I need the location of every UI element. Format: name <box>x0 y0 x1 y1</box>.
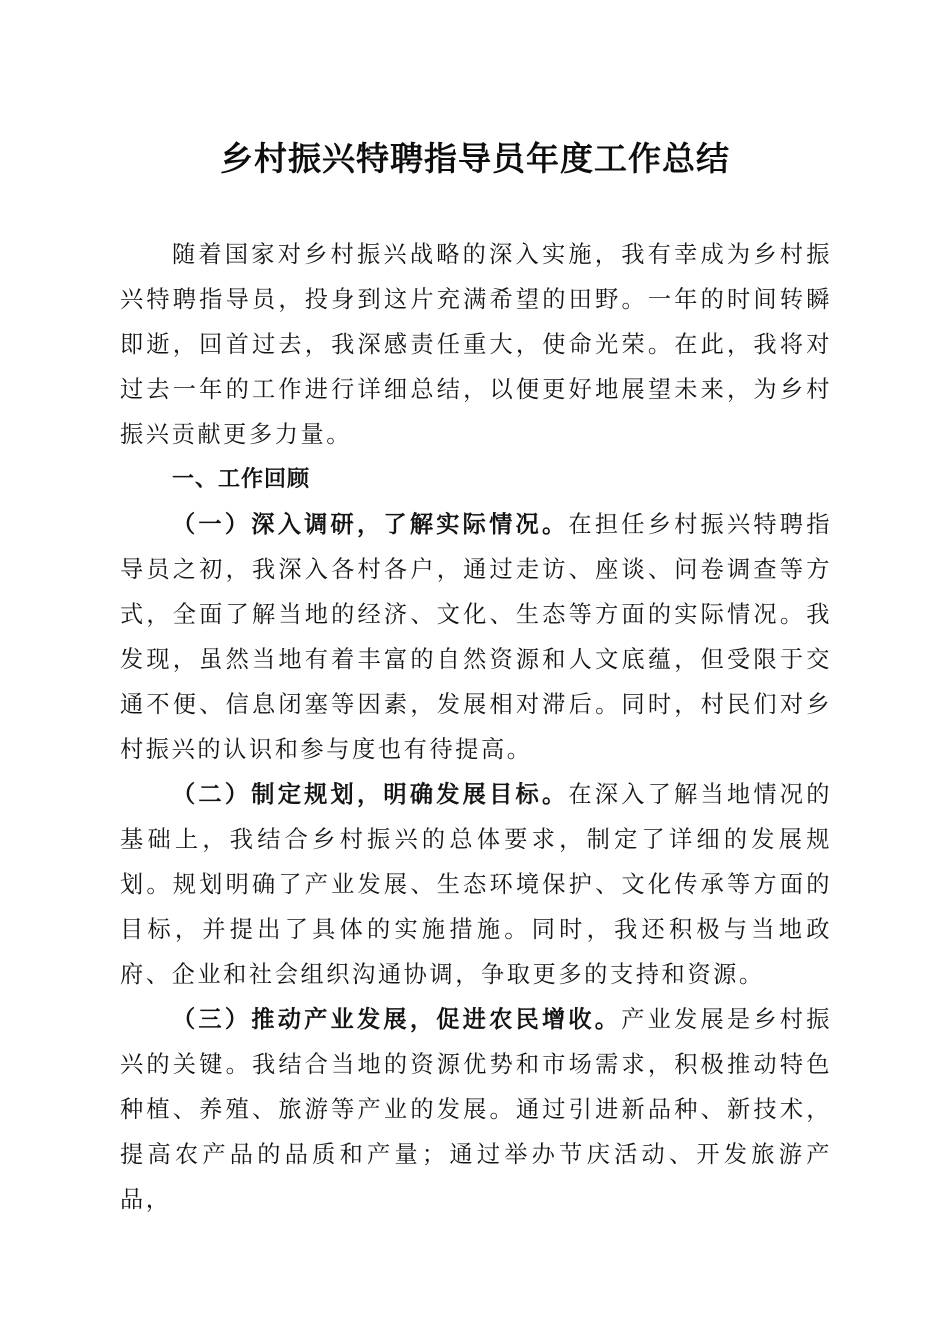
item-lead: （一）深入调研，了解实际情况。 <box>172 511 569 538</box>
item-text: 在深入了解当地情况的基础上，我结合乡村振兴的总体要求，制定了详细的发展规划。规划明确了产业发展、生态环境保护、文化传承等方面的目标，并提出了具体的实施措施。同时，我还积极与当地政府、企业和社会组织沟通协调，争取更多的支持和资源。 <box>120 781 833 988</box>
item-paragraph-3 <box>120 997 832 1222</box>
document-title: 乡村振兴特聘指导员年度工作总结 <box>220 139 730 178</box>
item-paragraph-1 <box>120 502 832 772</box>
document-body <box>120 232 832 1222</box>
item-lead: （二）制定规划，明确发展目标。 <box>172 781 569 808</box>
item-paragraph-2 <box>120 772 832 997</box>
item-lead: （三）推动产业发展，促进农民增收。 <box>172 1006 622 1033</box>
section-heading: 一、工作回顾 <box>172 467 311 492</box>
intro-paragraph: 随着国家对乡村振兴战略的深入实施，我有幸成为乡村振兴特聘指导员，投身到这片充满希望的田野。一年的时间转瞬即逝，回首过去，我深感责任重大，使命光荣。在此，我将对过去一年的工作进行详细总结，以便更好地展望未来，为乡村振兴贡献更多力量。 <box>120 241 832 448</box>
item-text: 产业发展是乡村振兴的关键。我结合当地的资源优势和市场需求，积极推动特色种植、养殖、旅游等产业的发展。通过引进新品种、新技术，提高农产品的品质和产量；通过举办节庆活动、开发旅游产品， <box>120 1006 832 1213</box>
item-text: 在担任乡村振兴特聘指导员之初，我深入各村各户，通过走访、座谈、问卷调查等方式，全面了解当地的经济、文化、生态等方面的实际情况。我发现，虽然当地有着丰富的自然资源和人文底蕴，但受限于交通不便、信息闭塞等因素，发展相对滞后。同时，村民们对乡村振兴的认识和参与度也有待提高。 <box>120 511 833 763</box>
